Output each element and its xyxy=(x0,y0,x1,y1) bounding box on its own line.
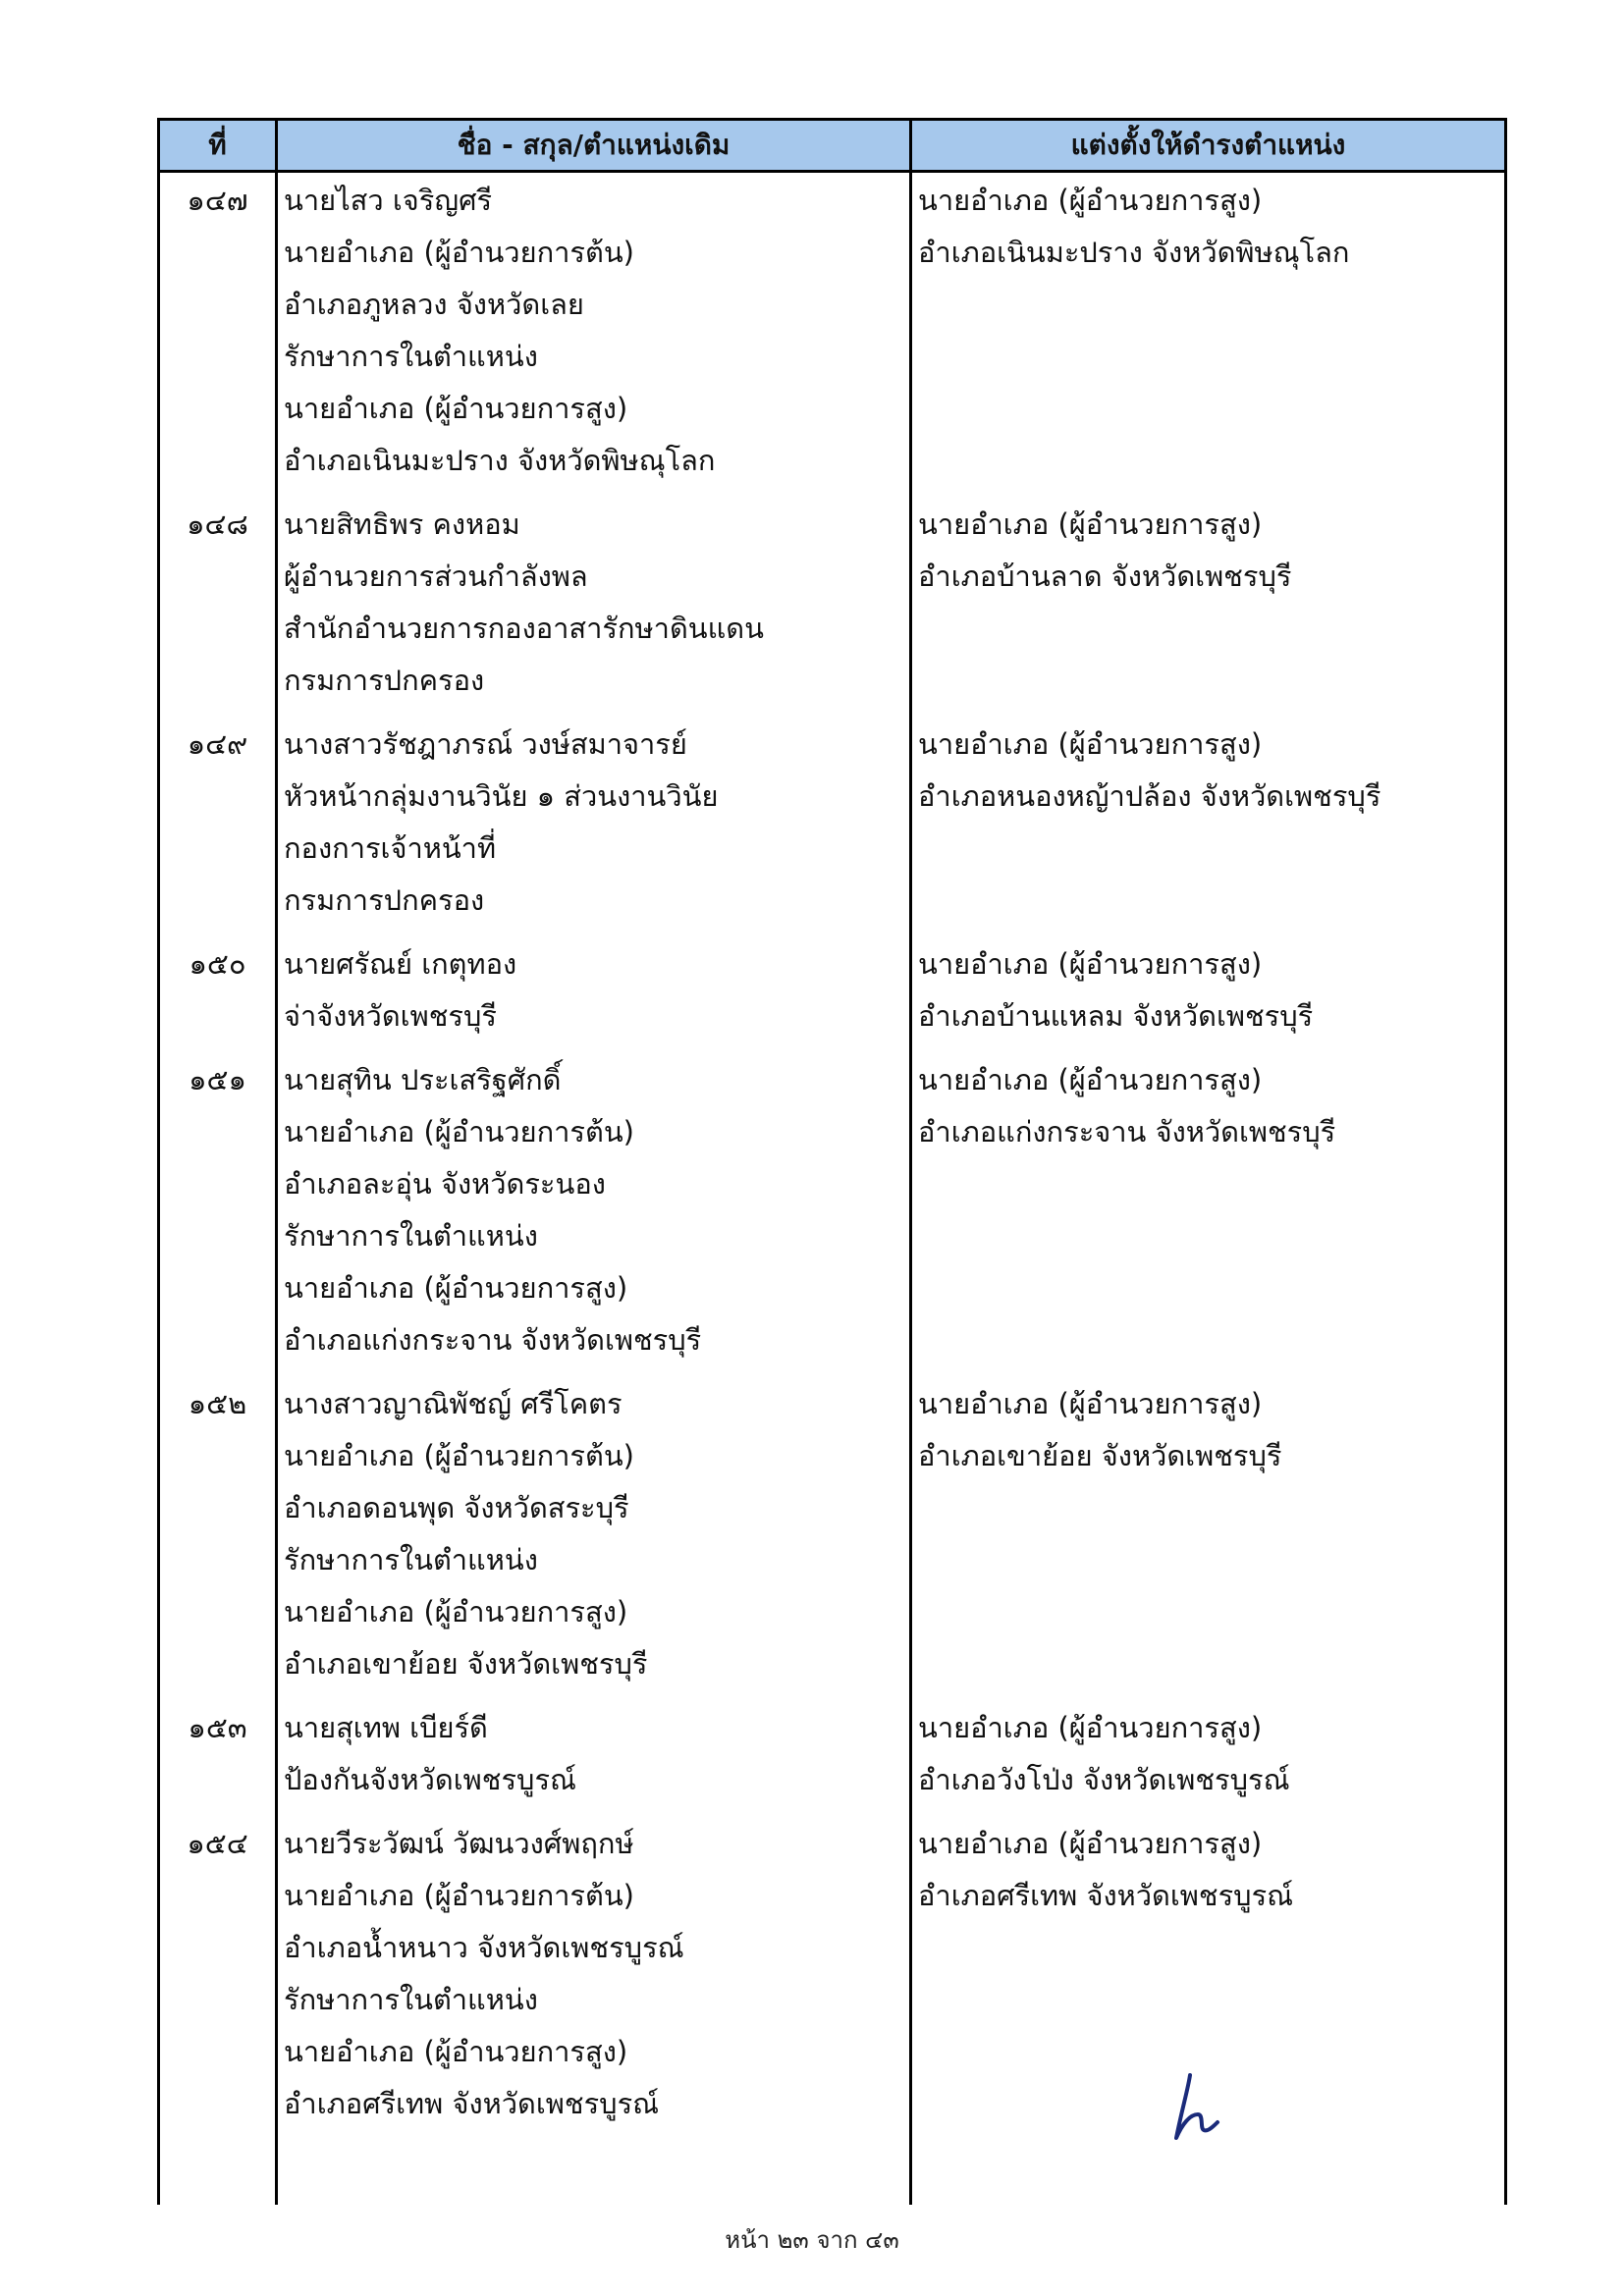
row-number: ๑๕๐ xyxy=(159,938,277,1054)
header-no: ที่ xyxy=(159,120,277,172)
new-position-line: นายอำเภอ (ผู้อำนวยการสูง) xyxy=(918,727,1263,761)
new-position-line: นายอำเภอ (ผู้อำนวยการสูง) xyxy=(918,184,1263,217)
old-position-line: นางสาวญาณิพัชญ์ ศรีโคตร xyxy=(284,1387,623,1420)
table-row xyxy=(159,499,1506,719)
row-number: ๑๕๒ xyxy=(159,1378,277,1702)
old-position-cell xyxy=(277,719,911,938)
page-number-footer: หน้า ๒๓ จาก ๔๓ xyxy=(725,2226,899,2254)
new-position-cell xyxy=(911,1378,1506,1702)
old-position-line: กรมการปกครอง xyxy=(284,664,485,697)
old-position-line: นายอำเภอ (ผู้อำนวยการต้น) xyxy=(284,1879,634,1912)
old-position-line: นายไสว เจริญศรี xyxy=(284,184,493,217)
header-old-position: ชื่อ - สกุล/ตำแหน่งเดิม xyxy=(277,120,911,172)
old-position-line: ผู้อำนวยการส่วนกำลังพล xyxy=(284,560,588,593)
old-position-line: นายอำเภอ (ผู้อำนวยการต้น) xyxy=(284,1439,634,1472)
old-position-cell xyxy=(277,1818,911,2142)
appointment-table xyxy=(157,118,1507,2205)
old-position-line: นายอำเภอ (ผู้อำนวยการสูง) xyxy=(284,392,628,425)
filler-cell xyxy=(277,2142,911,2205)
old-position-line: นายสุทิน ประเสริฐศักดิ์ xyxy=(284,1063,562,1096)
old-position-cell xyxy=(277,172,911,500)
old-position-line: นายสุเทพ เบียร์ดี xyxy=(284,1711,488,1744)
header-new-position: แต่งตั้งให้ดำรงตำแหน่ง xyxy=(911,120,1506,172)
table-body xyxy=(159,172,1506,2206)
old-position-line: อำเภอแก่งกระจาน จังหวัดเพชรบุรี xyxy=(284,1323,702,1357)
table-row xyxy=(159,938,1506,1054)
old-position-line: อำเภอเนินมะปราง จังหวัดพิษณุโลก xyxy=(284,444,716,477)
old-position-line: นายอำเภอ (ผู้อำนวยการต้น) xyxy=(284,1115,634,1148)
new-position-line: นายอำเภอ (ผู้อำนวยการสูง) xyxy=(918,1063,1263,1096)
old-position-line: นายวีระวัฒน์ วัฒนวงศ์พฤกษ์ xyxy=(284,1827,634,1860)
old-position-line: รักษาการในตำแหน่ง xyxy=(284,1219,538,1253)
signature-mark xyxy=(1168,2069,1227,2148)
old-position-line: ป้องกันจังหวัดเพชรบูรณ์ xyxy=(284,1763,576,1796)
row-number: ๑๔๗ xyxy=(159,172,277,500)
old-position-line: อำเภอศรีเทพ จังหวัดเพชรบูรณ์ xyxy=(284,2087,660,2120)
table-row xyxy=(159,1378,1506,1702)
table-row xyxy=(159,1054,1506,1378)
row-number: ๑๕๑ xyxy=(159,1054,277,1378)
new-position-line: อำเภอหนองหญ้าปล้อง จังหวัดเพชรบุรี xyxy=(918,779,1381,813)
old-position-line: จ่าจังหวัดเพชรบุรี xyxy=(284,999,497,1033)
old-position-line: สำนักอำนวยการกองอาสารักษาดินแดน xyxy=(284,612,764,645)
row-number: ๑๕๓ xyxy=(159,1702,277,1818)
old-position-cell xyxy=(277,1054,911,1378)
old-position-line: หัวหน้ากลุ่มงานวินัย ๑ ส่วนงานวินัย xyxy=(284,779,719,813)
old-position-line: รักษาการในตำแหน่ง xyxy=(284,1983,538,2016)
new-position-cell xyxy=(911,172,1506,500)
old-position-line: กรมการปกครอง xyxy=(284,883,485,917)
old-position-line: นางสาวรัชฎาภรณ์ วงษ์สมาจารย์ xyxy=(284,727,687,761)
new-position-line: นายอำเภอ (ผู้อำนวยการสูง) xyxy=(918,947,1263,981)
new-position-cell xyxy=(911,1702,1506,1818)
old-position-line: อำเภอภูหลวง จังหวัดเลย xyxy=(284,288,584,321)
new-position-line: อำเภอบ้านแหลม จังหวัดเพชรบุรี xyxy=(918,999,1314,1033)
old-position-line: รักษาการในตำแหน่ง xyxy=(284,340,538,373)
old-position-line: นายอำเภอ (ผู้อำนวยการสูง) xyxy=(284,2035,628,2068)
table-row xyxy=(159,1818,1506,2142)
appointment-table-container xyxy=(157,118,1504,2162)
new-position-line: อำเภอเขาย้อย จังหวัดเพชรบุรี xyxy=(918,1439,1282,1472)
old-position-line: รักษาการในตำแหน่ง xyxy=(284,1543,538,1576)
old-position-line: นายสิทธิพร คงหอม xyxy=(284,507,520,541)
old-position-line: อำเภอเขาย้อย จังหวัดเพชรบุรี xyxy=(284,1647,648,1681)
table-filler-row xyxy=(159,2142,1506,2205)
old-position-line: อำเภอดอนพุด จังหวัดสระบุรี xyxy=(284,1491,629,1524)
new-position-cell xyxy=(911,719,1506,938)
old-position-cell xyxy=(277,1702,911,1818)
new-position-line: อำเภอบ้านลาด จังหวัดเพชรบุรี xyxy=(918,560,1292,593)
new-position-line: นายอำเภอ (ผู้อำนวยการสูง) xyxy=(918,507,1263,541)
old-position-line: นายอำเภอ (ผู้อำนวยการสูง) xyxy=(284,1271,628,1305)
old-position-line: นายอำเภอ (ผู้อำนวยการสูง) xyxy=(284,1595,628,1629)
new-position-line: นายอำเภอ (ผู้อำนวยการสูง) xyxy=(918,1711,1263,1744)
old-position-cell xyxy=(277,938,911,1054)
new-position-line: อำเภอเนินมะปราง จังหวัดพิษณุโลก xyxy=(918,236,1350,269)
table-row xyxy=(159,172,1506,500)
table-row xyxy=(159,719,1506,938)
new-position-cell xyxy=(911,1054,1506,1378)
table-header-row xyxy=(159,120,1506,172)
table-row xyxy=(159,1702,1506,1818)
row-number: ๑๔๘ xyxy=(159,499,277,719)
old-position-line: กองการเจ้าหน้าที่ xyxy=(284,831,497,865)
new-position-line: อำเภอแก่งกระจาน จังหวัดเพชรบุรี xyxy=(918,1115,1336,1148)
new-position-line: อำเภอศรีเทพ จังหวัดเพชรบูรณ์ xyxy=(918,1879,1294,1912)
old-position-line: นายศรัณย์ เกตุทอง xyxy=(284,947,517,981)
old-position-line: อำเภอละอุ่น จังหวัดระนอง xyxy=(284,1167,606,1201)
new-position-line: อำเภอวังโป่ง จังหวัดเพชรบูรณ์ xyxy=(918,1763,1290,1796)
old-position-cell xyxy=(277,499,911,719)
new-position-cell xyxy=(911,938,1506,1054)
row-number: ๑๔๙ xyxy=(159,719,277,938)
new-position-line: นายอำเภอ (ผู้อำนวยการสูง) xyxy=(918,1827,1263,1860)
old-position-line: อำเภอน้ำหนาว จังหวัดเพชรบูรณ์ xyxy=(284,1931,684,1964)
old-position-line: นายอำเภอ (ผู้อำนวยการต้น) xyxy=(284,236,634,269)
new-position-cell xyxy=(911,499,1506,719)
filler-cell xyxy=(911,2142,1506,2205)
old-position-cell xyxy=(277,1378,911,1702)
row-number: ๑๕๔ xyxy=(159,1818,277,2142)
filler-cell xyxy=(159,2142,277,2205)
new-position-line: นายอำเภอ (ผู้อำนวยการสูง) xyxy=(918,1387,1263,1420)
